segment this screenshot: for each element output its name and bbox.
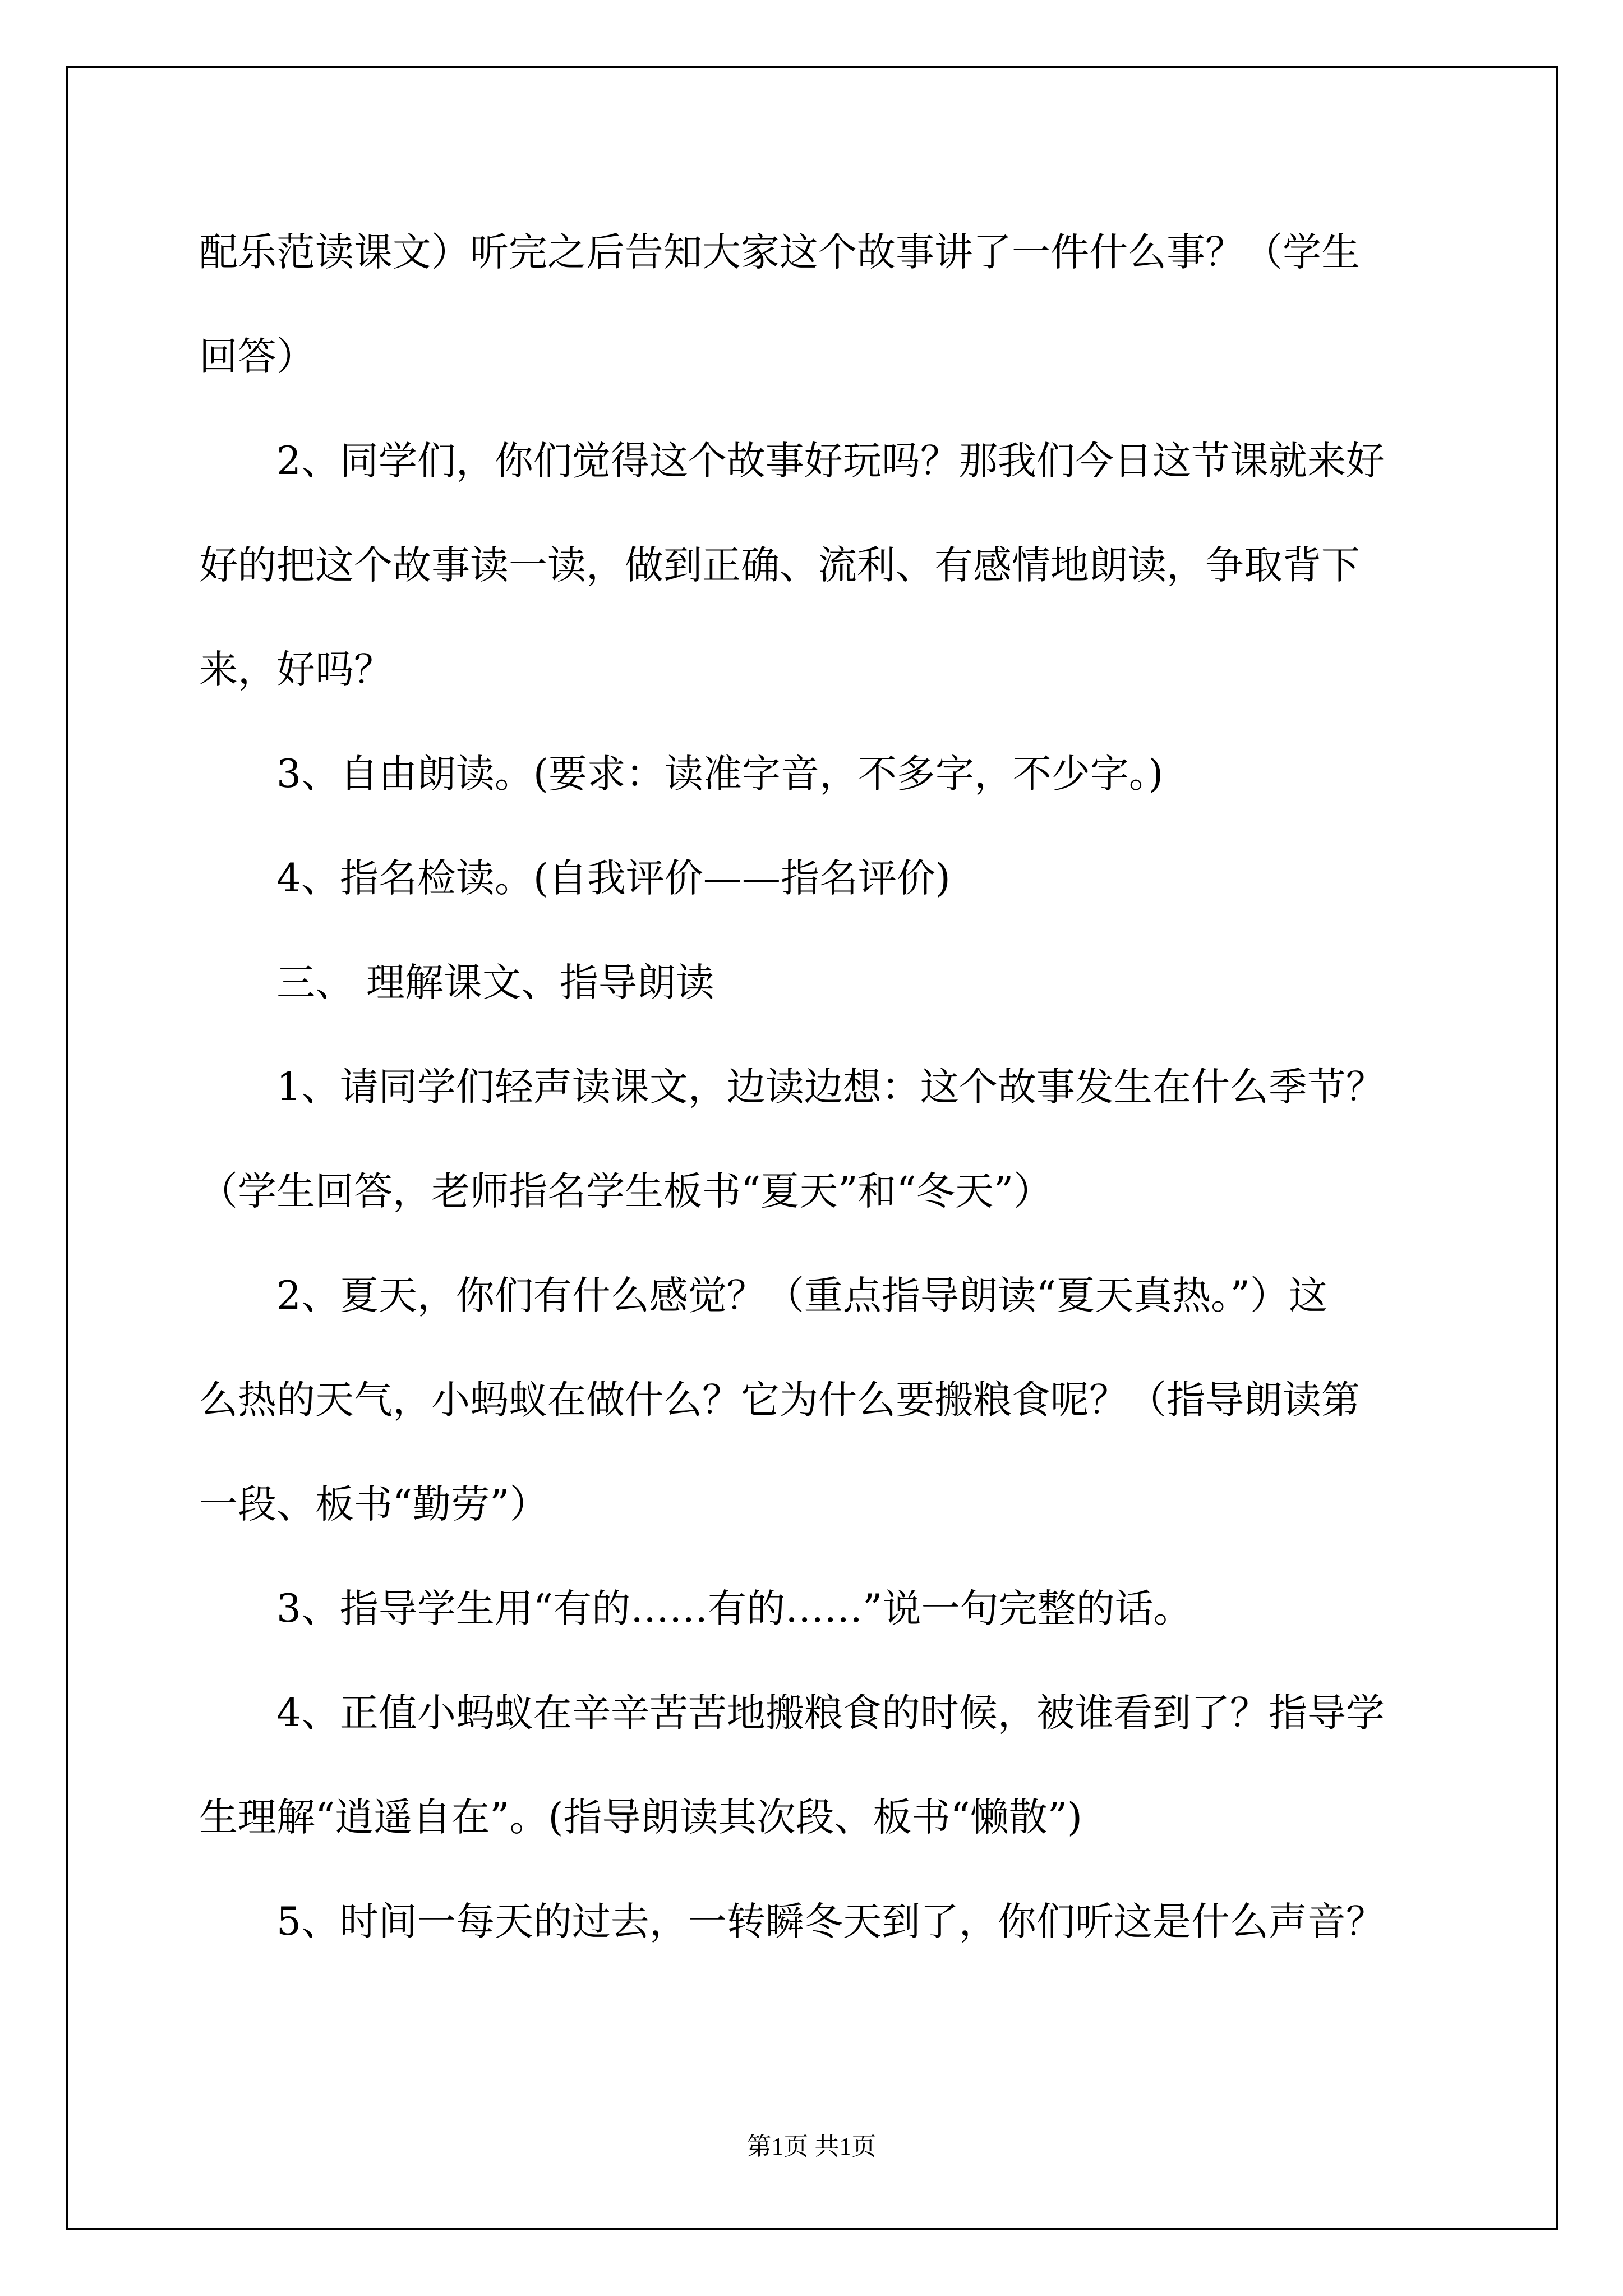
paragraph-start-line: 5、时间一每天的过去，一转瞬冬天到了，你们听这是什么声音？ [276,1899,1385,1944]
paragraph-start-line: 4、正值小蚂蚁在辛辛苦苦地搬粮食的时候，被谁看到了？指导学 [276,1691,1385,1736]
text-line: （学生回答，老师指名学生板书“夏天”和“冬天”） [199,1169,1053,1214]
text-line: 一段、板书“勤劳”） [199,1482,548,1527]
text-line: 么热的天气，小蚂蚁在做什么？它为什么要搬粮食呢？（指导朗读第 [199,1378,1360,1423]
page-number-footer: 第1页 共1页 [746,2133,877,2160]
section-heading: 三、 理解课文、指导朗读 [276,960,714,1005]
paragraph-start-line: 4、指名检读。(自我评价——指名评价) [276,856,951,901]
paragraph-start-line: 2、同学们，你们觉得这个故事好玩吗？那我们今日这节课就来好 [276,439,1385,484]
paragraph-start-line: 3、自由朗读。(要求：读准字音，不多字，不少字。) [276,752,1164,797]
document-body [199,210,1430,1984]
text-line: 配乐范读课文）听完之后告知大家这个故事讲了一件什么事？（学生 [199,230,1360,275]
text-line: 好的把这个故事读一读，做到正确、流利、有感情地朗读，争取背下 [199,543,1360,588]
text-line: 回答） [199,334,315,379]
paragraph-start-line: 1、请同学们轻声读课文，边读边想：这个故事发生在什么季节？ [276,1065,1385,1110]
paragraph-start-line: 3、指导学生用“有的……有的……”说一句完整的话。 [276,1586,1192,1631]
text-line: 来，好吗？ [199,647,393,692]
text-line: 生理解“逍遥自在”。(指导朗读其次段、板书“懒散”) [199,1795,1082,1840]
paragraph-start-line: 2、夏天，你们有什么感觉？（重点指导朗读“夏天真热。”）这 [276,1273,1327,1318]
